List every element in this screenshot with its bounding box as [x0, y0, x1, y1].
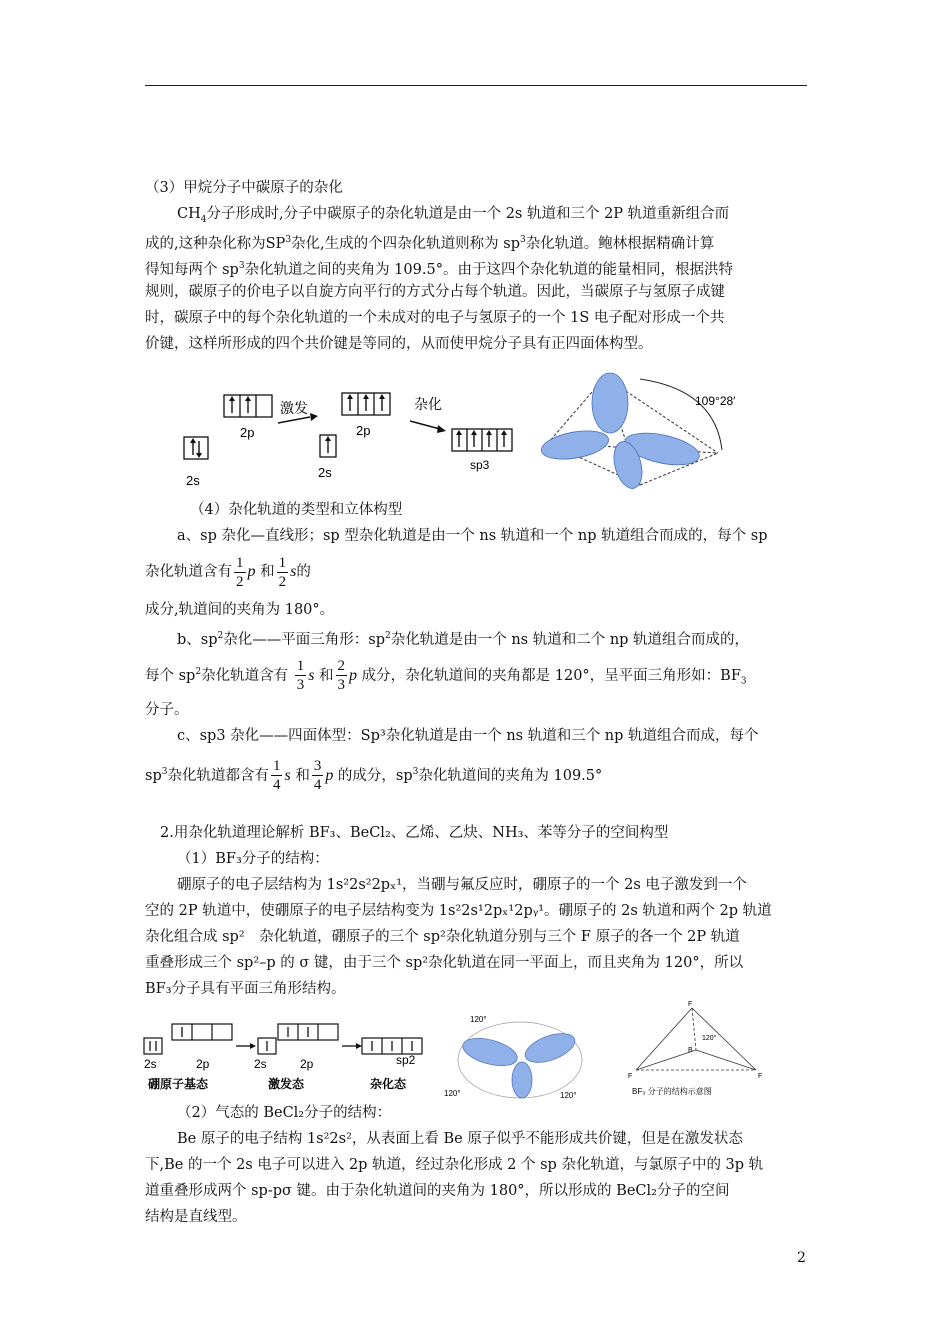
atom-f-right: F [758, 1073, 763, 1080]
fraction: $\frac{2}{3}$ [337, 658, 346, 694]
atom-f-left: F [628, 1073, 633, 1080]
paragraph-line: $CH_4$分子形成时,分子中碳原子的杂化轨道是由一个 2s 轨道和三个 2P 轨道重新组合而 [177, 206, 730, 225]
fraction: $\frac{1}{2}$ [278, 554, 287, 590]
paragraph-line: a、sp 杂化—直线形；sp 型杂化轨道是由一个 ns 轨道和一个 np 轨道组合而成的，每个 sp [177, 528, 768, 544]
label-angle: 120° [444, 1089, 461, 1098]
paragraph-line: 成分,轨道间的夹角为 180°。 [145, 602, 335, 618]
part2-heading: 2.用杂化轨道理论解析 BF₃、BeCl₂、乙烯、乙炔、NH₃、苯等分子的空间构型 [160, 825, 669, 841]
paragraph-line: c、sp3 杂化——四面体型：Sp³杂化轨道是由一个 ns 轨道和三个 np 轨道组合而成，每个 [177, 728, 759, 744]
bf3-caption: BF₃ 分子的结构示意图 [632, 1087, 712, 1096]
bf3-hybridization-figure [140, 1000, 820, 1100]
paragraph-line: 时，碳原子中的每个杂化轨道的一个未成对的电子与氢原子的一个 1S 电子配对形成一个共 [145, 310, 725, 326]
part2-subheading: （2）气态的 BeCl₂分子的结构： [177, 1105, 392, 1121]
fraction: $\frac{1}{2}$ [236, 554, 244, 590]
label-2s-excited: 2s [318, 465, 332, 480]
fraction: $\frac{3}{4}$ [313, 758, 322, 794]
label-2p: 2p [196, 1057, 210, 1071]
section3-heading: （3）甲烷分子中碳原子的杂化 [145, 180, 343, 196]
paragraph-line: 每个 $sp^2$杂化轨道含有 $\frac{1}{3}$ s 和 $\frac{2}{3}$ p 成分，杂化轨道间的夹角都是 120°，呈平面三角形如：$BF_3$ [145, 658, 747, 694]
label-2s: 2s [186, 473, 200, 488]
label-2p: 2p [240, 425, 255, 440]
label-hybrid: 杂化 [414, 396, 442, 412]
paragraph-line: 道重叠形成两个 sp-pσ 键。由于杂化轨道间的夹角为 180°，所以形成的 BeCl₂分子的空间 [145, 1183, 730, 1199]
atom-f-top: F [688, 1001, 693, 1008]
paragraph-line: Be 原子的电子结构 1s²2s²，从表面上看 Be 原子似乎不能形成共价键，但是在激发状态 [177, 1131, 743, 1147]
label-angle: 120° [560, 1091, 577, 1100]
caption-excited-state: 激发态 [268, 1077, 305, 1091]
header-rule [145, 85, 807, 86]
label-angle: 120° [470, 1015, 487, 1024]
paragraph-line: 结构是直线型。 [145, 1209, 247, 1225]
sp3-lobes [539, 373, 702, 492]
label-2p-excited: 2p [356, 423, 371, 438]
paragraph-line: 空的 2P 轨道中，使硼原子的电子层结构变为 1s²2s¹2pₓ¹2pᵧ¹。硼原子的 2s 轨道和两个 2p 轨道 [145, 903, 772, 919]
paragraph-line: 成的,这种杂化称为$SP^3$杂化,生成的个四杂化轨道则称为 $sp^3$杂化轨道。鲍林根据精确计算 [145, 235, 715, 252]
paragraph-line: 下,Be 的一个 2s 电子可以进入 2p 轨道，经过杂化形成 2 个 sp 杂化轨道，与氯原子中的 3p 轨 [145, 1157, 764, 1173]
paragraph-line: 硼原子的电子层结构为 1s²2s²2pₓ¹，当硼与氟反应时，硼原子的一个 2s 电子激发到一个 [177, 877, 747, 893]
paragraph-line: 价键，这样所形成的四个共价键是等同的，从而使甲烷分子具有正四面体构型。 [145, 336, 653, 352]
label-excite: 激发 [280, 400, 308, 416]
paragraph-line: BF₃分子具有平面三角形结构。 [145, 981, 346, 997]
section4-heading: （4）杂化轨道的类型和立体构型 [190, 502, 403, 518]
caption-ground-state: 硼原子基态 [148, 1077, 209, 1091]
fraction: $\frac{1}{4}$ [272, 758, 281, 794]
paragraph-line: 杂化轨道含有 $\frac{1}{2}$ p 和 $\frac{1}{2}$ s的 [145, 554, 311, 590]
label-2s: 2s [144, 1057, 157, 1071]
label-angle-10928: 109°28′ [695, 394, 736, 408]
paragraph-line: 重叠形成三个 sp²–p 的 σ 键，由于三个 sp²杂化轨道在同一平面上，而且夹角为 120°，所以 [145, 955, 744, 971]
bf3-triangle [636, 1008, 756, 1070]
label-b-angle: 120° [702, 1035, 717, 1042]
paragraph-line: 杂化组合成 sp² 杂化轨道，硼原子的三个 sp²杂化轨道分别与三个 F 原子的各一个 2P 轨道 [145, 929, 740, 945]
sp3-hybridization-figure [170, 365, 790, 500]
label-2p-excited: 2p [300, 1057, 314, 1071]
label-2s-excited: 2s [254, 1057, 267, 1071]
label-sp3: sp3 [470, 458, 490, 472]
paragraph-line: 得知每两个 $sp^3$杂化轨道之间的夹角为 109.5°。由于这四个杂化轨道的能量相同，根据洪特 [145, 261, 733, 278]
page-number: 2 [797, 1250, 806, 1266]
paragraph-line: 规则，碳原子的价电子以自旋方向平行的方式分占每个轨道。因此，当碳原子与氢原子成键 [145, 284, 725, 300]
paragraph-line: $sp^3$杂化轨道都含有 $\frac{1}{4}$ s 和 $\frac{3}{4}$ p 的成分，$sp^3$杂化轨道间的夹角为 109.5° [145, 758, 603, 794]
fraction: $\frac{1}{3}$ [296, 658, 305, 694]
paragraph-line: b、$sp^2$杂化——平面三角形：$sp^2$杂化轨道是由一个 ns 轨道和二个 np 轨道组合而成的， [177, 631, 750, 648]
orbital-box-2s [184, 437, 208, 459]
label-sp2: sp2 [396, 1053, 416, 1067]
paragraph-line: 分子。 [145, 702, 189, 718]
caption-hybrid-state: 杂化态 [370, 1077, 407, 1091]
atom-b: B [688, 1047, 693, 1054]
part2-subheading: （1）BF₃分子的结构： [177, 851, 329, 867]
